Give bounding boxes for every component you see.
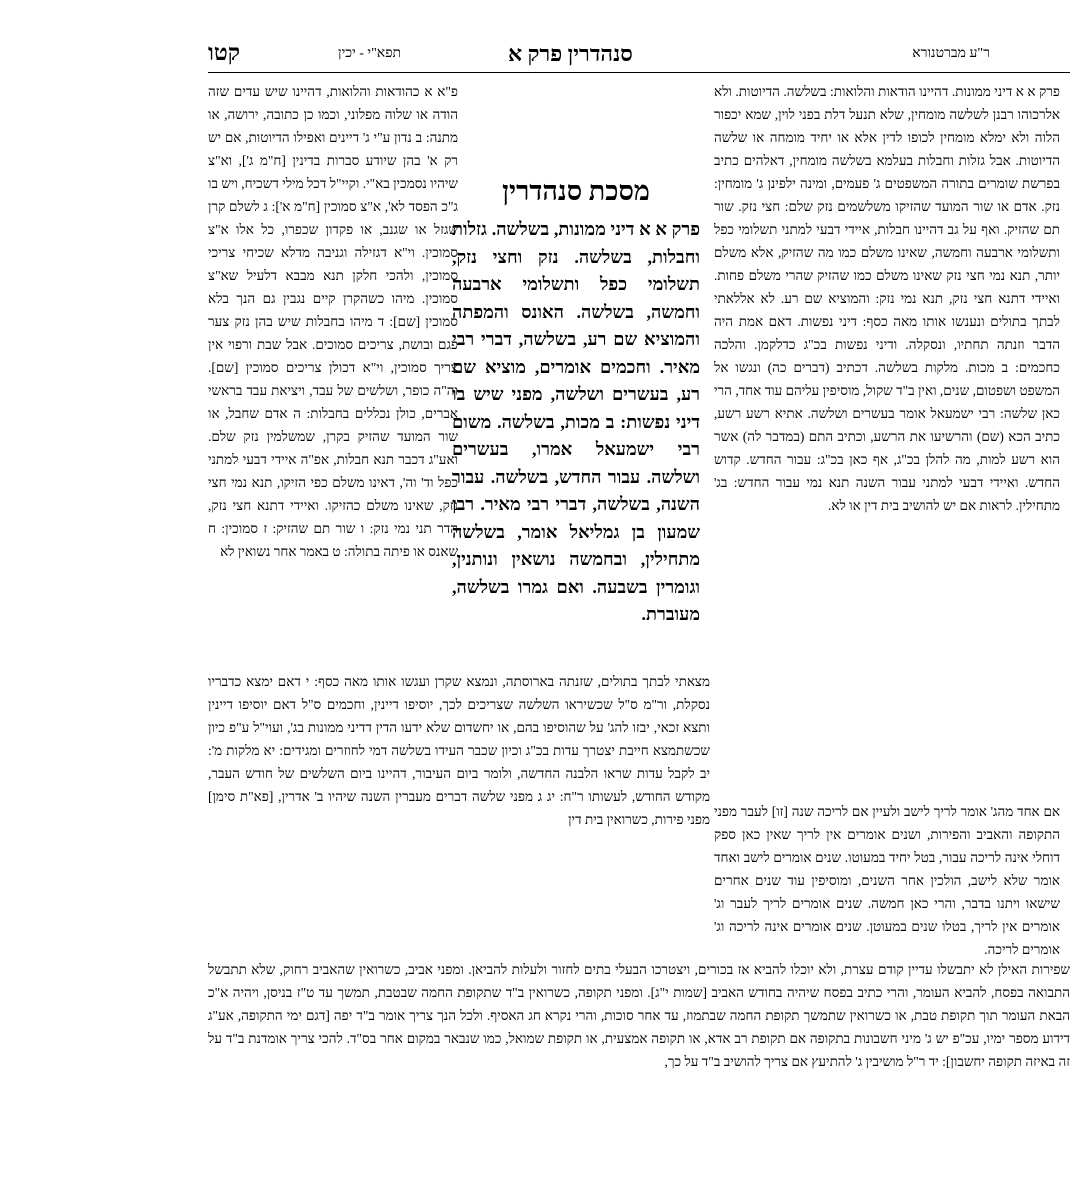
tiferet-yisrael-continuation: מצאתי לבתך בתולים, שזנתה בארוסתה, ונמצא שקרן ועגשו אותו מאה כסף: י דאם ימצא כדבריו נסקלת, ור"מ ס"ל שכשיראו השלשה שצריכים לכך, יוסיפו דיינין, וחכמים ס"ל דאם יוסיפו דיינין ותצא זכאי, יבזו להג' על שהוסיפו בהם, או יחשדום שלא ידעו הדין דדיני ממונות בג', ועוי"ל ע"פ כיון שכשתמצא חייבת יצטרך עדות בכ"ג וכיון שכבר העידו בשלשה דמי לחוזרים ומגידים: יא מלקות מ': יב לקבל עדות שראו הלבנה החדשה, ולומר ביום העיבור, דהיינו ביום השלשים של חודש העבר, מקודש החודש, לעשותו ר"ח: יג ג מפני שלשה דברים מעברין השנה שיהיו ב' אדרין, [פא"ת סימן] מפני פירות, כשרואין בית דין: [208, 674, 710, 827]
running-head-chapter: סנהדרין פרק א: [508, 41, 633, 66]
bottom-commentary: שפירות האילן לא יתבשלו עדיין קודם עצרת, ולא יוכלו להביא אז בכורים, ויצטרכו הבעלי בתים לחזור ולעלות להביאן. ומפני אביב, כשרואין שהאביב רחוק, שלא תתבשל התבואה בפסח, להביא העומר, והרי כתיב בפסח שיהיה בחודש האביב [שמות י"ג]. ומפני תקופה, כשרואין ב"ד שתקופת החמה שבטבת, תמשך עד ט"ז בניסן, ויהיה א"כ הבאת העומר תוך תקופת טבת, או כשרואין שתמשך תקופת החמה שבתמוז, עד אחר סוכות, והרי נקרא חג האסיף. ולכל הנך צריך אומר ב"ד יפה [דגם ימי התקופה, אע"ג דידוע מספר ימיו, עכ"פ יש ג' מיני חשבונות בתקופה אם תקופת רב אדא, או תקופה אמצעית, או תקופת שמואל, כמו שנבאר במקום אחר בס"ד. להכי צריך אומדנת ב"ד על זה באיזה תקופה יחשבון]: יד ר"ל מושיבין ג' להתיעץ אם צריך להושיב ב"ד על כך,: [208, 962, 1070, 1069]
header-rule: [208, 72, 1070, 73]
bartenura-intro: פרק א א דיני ממונות. דהיינו הודאות והלואות: בשלשה. הדיוטות. ולא אלרכוהו רבנן לשלשה מומחין, שלא תנעל דלת בפני לוין, שמא יכפור הלוה ולא ימלא מומחין לכופו לדין אלא או יחיד מומחה או שלשה הדיוטות.: [714, 84, 1060, 168]
bartenura-continuation: אם אחד מהג' אומר לריך לישב ולעיין אם לריכה שנה [זו] לעבר מפני התקופה והאביב והפירות, ושנים אומרים אין לריך שאין כאן ספק דוחלי אינה לריכה עבור, בטל יחיד במעוטו. שנים אומרים לישב ואחד אומר שלא לישב, הולכין אחר השנים, ומוסיפין עוד שנים אחרים שישאו ויתנו בדבר, והרי כאן חמשה. שנים אומרים לריך לעבר וג' אומרים אין לריך, בטלו שנים במעוטן. שנים אומרים אינה לריכה וג' אומרים לריכה.: [714, 804, 1060, 957]
tractate-title: מסכת סנהדרין: [502, 176, 650, 206]
folio-number: קטו: [208, 40, 241, 65]
mishnah-text: פרק א א דיני ממונות, בשלשה. גזלות וחבלות, בשלשה. נזק וחצי נזק, תשלומי כפל ותשלומי ארבעה וחמשה, בשלשה. האונס והמפתה והמוציא שם רע, בשלשה, דברי רבי מאיר. וחכמים אומרים, מוציא שם רע, בעשרים ושלשה, מפני שיש בו דיני נפשות: ב מכות, בשלשה. משום רבי ישמעאל אמרו, בעשרים ושלשה. עבור החדש, בשלשה. עבור השנה, בשלשה, דברי רבי מאיר. רבן שמעון בן גמליאל אומר, בשלשה מתחילין, ובחמשה נושאין ונותנין, וגומרין בשבעה. ואם גמרו בשלשה, מעוברת.: [452, 219, 700, 624]
page-header: [208, 40, 1070, 74]
bartenura-column: [714, 80, 1060, 798]
page: [208, 0, 1070, 1200]
bartenura-body: אבל גזלות וחבלות בעלמא בשלשה מומחין, דאלהים כתיב בפרשת שומרים בתורה המשפטים ג' פעמים, ומינה ילפינן ג' מומחין: נזק. אדם או שור המועד שהזיקו משלשמים נזק שלם: חצי נזק. שור תם שהזיק. ואף על גב דהיינו חבלות, איידי דבעי למתני תשלומי כפל ותשלומי ארבעה וחמשה, שאינו משלם כמו מה שהזיק, אלא משלם יותר, תנא נמי חצי נזק שאינו משלם כמו שהזיק שהרי משלם פחות. ואיידי דתנא חצי נזק, תנא נמי נזק: והמוציא שם רע. לא אללאתי לבתך בתולים ונענשו אותו מאה כסף: דיני נפשות. דאם אמת היה הדבר וזנתה תחתיו, ונסקלה. ודיני נפשות בכ"ג כדלקמן. והלכה כחכמים: ב מכות. מלקות בשלשה. דכתיב (דברים כה) ונגשו אל המשפט ושפטום, שנים, ואין ב"ד שקול, מוסיפין עליהם עוד אחד, הרי כאן שלשה: רבי ישמעאל אומר בעשרים ושלשה. אתיא רשע רשע, כתיב הכא (שם) והרשיעו את הרשע, וכתיב התם (במדבר לה) אשר הוא רשע למות, מה להלן בכ"ג, אף כאן בכ"ג: עבור החדש. קדוש החדש. ואיידי דבעי למתני עבור השנה תנא נמי עבור החדש: בג' מתחילין. לראות אם יש להושיב בית דין או לא.: [714, 153, 1060, 513]
running-head-commentator: ר"ע מברטנורא: [912, 46, 990, 61]
tiferet-yisrael-column: פ"א א כהודאות והלואות, דהיינו שיש עדים שזה הודה או שלוה מפלוני, וכמו כן כתובה, ירושה, או מתנה: ב נדון ע"י ג' דיינים ואפילו הדיוטות, אם יש רק א' בהן שיודע סברות בדינין [ח"מ ג'], וא"צ שיהיו נסמכין בא"י. וקיי"ל דכל מילי דשכיח, ויש בו ג"כ הפסד לא', א"צ סמוכין [ח"מ א']: ג לשלם קרן שגזל או שגנב, או פקדון שכפרו, כל אלו א"צ סמוכין. וי"א דגזילה וגניבה מדלא שכיחי צריכי סמוכין, ולהכי חלקן תנא מבבא דלעיל שא"צ סמוכין. מיהו כשהקרן קיים נגבין גם הנך בלא סמוכין [שם]: ד מיהו בחבלות שיש בהן נזק צער פגם ובושת, צריכים סמוכים. אבל שבת ורפוי אין צריך סמוכין, וי"א דכולן צריכים סמוכין [שם]. וה"ה כופר, ושלשים של עבד, ויציאת עבד בראשי אברים, כולן נכללים בחבלות: ה אדם שחבל, או שור המועד שהזיק בקרן, שמשלמין נזק שלם. ואע"ג דכבר תנא חבלות, אפ"ה איידי דבעי למתני כפל וד' וה', דאינו משלם כפי הזיקו, תנא נמי חצי נזק, שאינו משלם כהזיקו. ואיידי דתנא חצי נזק, הדר תני נמי נזק: ו שור תם שהזיק: ז סמוכין: ח שאנס או פיתה בתולה: ט באמר אחר נשואין לא: [208, 84, 458, 559]
running-head-section: תפא"י - יכין: [338, 46, 402, 61]
